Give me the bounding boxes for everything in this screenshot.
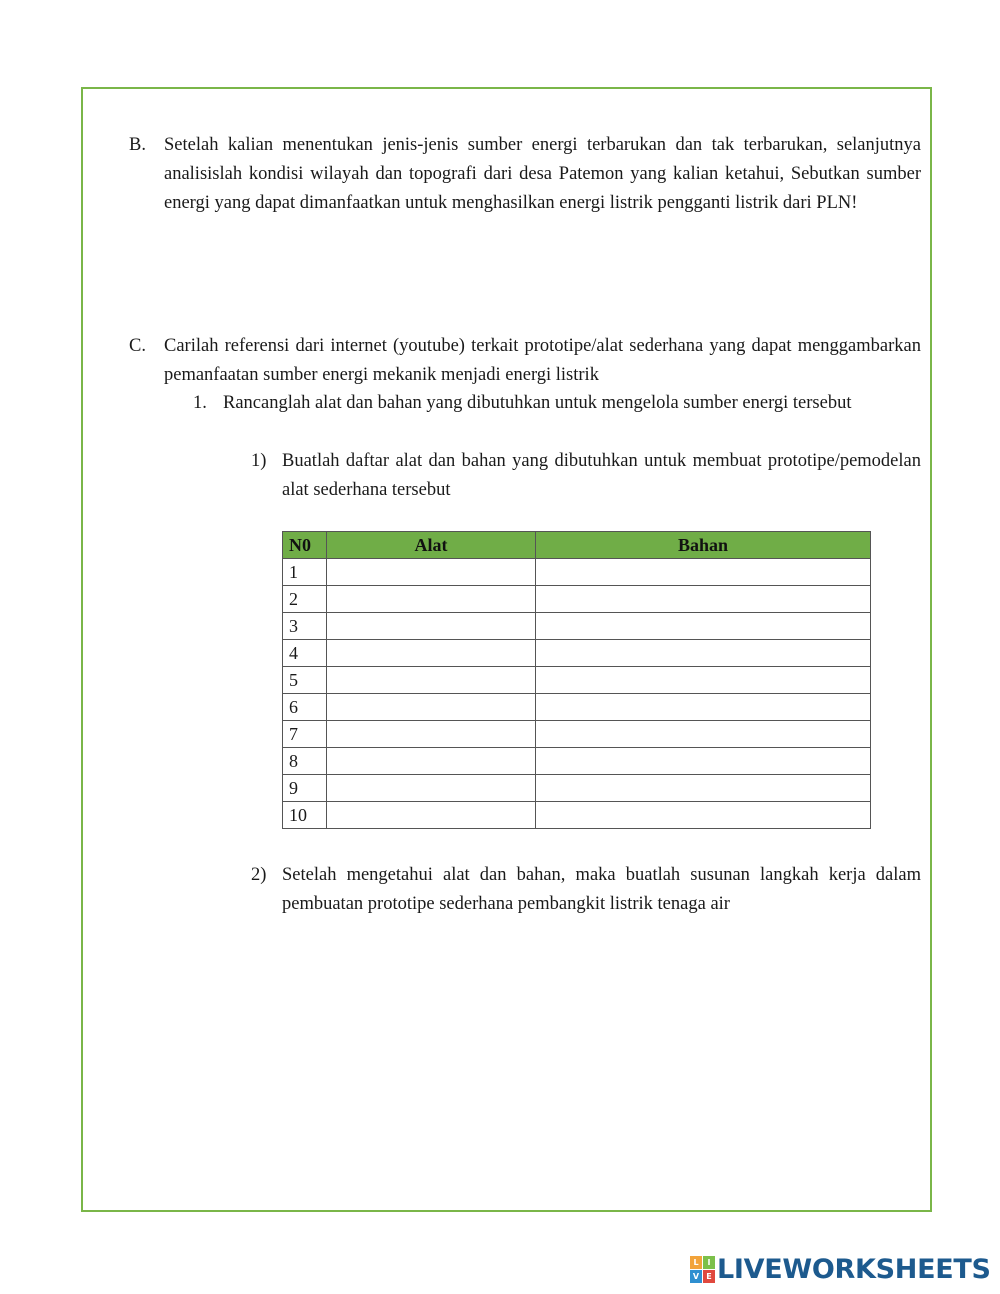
table-row — [283, 586, 871, 613]
subitem-1-marker: 1) — [251, 451, 267, 471]
alat-answer-cell[interactable] — [327, 748, 536, 775]
section-b-question: Setelah kalian menentukan jenis-jenis sumber energi terbarukan dan tak terbarukan, selanjutnya analisislah kondisi wilayah dan topografi dari desa Patemon yang kalian ketahui, Sebutkan sumber energi yang dapat dimanfaatkan untuk menghasilkan energi listrik pengganti listrik dari PLN! — [164, 135, 921, 213]
row-number-cell: 7 — [283, 721, 327, 748]
header-alat: Alat — [327, 532, 536, 559]
alat-answer-cell[interactable] — [327, 802, 536, 829]
bahan-answer-cell[interactable] — [536, 559, 871, 586]
alat-answer-cell[interactable] — [327, 640, 536, 667]
header-bahan: Bahan — [536, 532, 871, 559]
row-number-cell: 3 — [283, 613, 327, 640]
row-number-cell: 9 — [283, 775, 327, 802]
item-1-marker: 1. — [193, 393, 207, 413]
subitem-2-marker: 2) — [251, 865, 267, 885]
row-number-cell: 1 — [283, 559, 327, 586]
table-row — [283, 613, 871, 640]
liveworksheets-logo-icon — [690, 1256, 714, 1282]
bahan-answer-cell[interactable] — [536, 775, 871, 802]
section-b-marker: B. — [129, 135, 146, 155]
table-header-row — [283, 532, 871, 559]
table-row — [283, 694, 871, 721]
row-number-cell: 5 — [283, 667, 327, 694]
bahan-answer-cell[interactable] — [536, 748, 871, 775]
bahan-answer-cell[interactable] — [536, 802, 871, 829]
section-c-question: Carilah referensi dari internet (youtube) terkait prototipe/alat sederhana yang dapat menggambarkan pemanfaatan sumber energi mekanik menjadi energi listrik — [164, 336, 921, 385]
bahan-answer-cell[interactable] — [536, 667, 871, 694]
table-row — [283, 775, 871, 802]
bahan-answer-cell[interactable] — [536, 613, 871, 640]
liveworksheets-logo — [690, 1253, 991, 1285]
alat-answer-cell[interactable] — [327, 775, 536, 802]
alat-answer-cell[interactable] — [327, 667, 536, 694]
row-number-cell: 4 — [283, 640, 327, 667]
alat-answer-cell[interactable] — [327, 694, 536, 721]
table-row — [283, 721, 871, 748]
bahan-answer-cell[interactable] — [536, 721, 871, 748]
alat-answer-cell[interactable] — [327, 559, 536, 586]
tools-materials-table — [282, 531, 871, 829]
logo-icon-letter: I — [703, 1256, 715, 1269]
row-number-cell: 10 — [283, 802, 327, 829]
logo-icon-letter: E — [703, 1270, 715, 1283]
table-row — [283, 640, 871, 667]
bahan-answer-cell[interactable] — [536, 694, 871, 721]
table-row — [283, 802, 871, 829]
row-number-cell: 6 — [283, 694, 327, 721]
row-number-cell: 2 — [283, 586, 327, 613]
alat-answer-cell[interactable] — [327, 613, 536, 640]
bahan-answer-cell[interactable] — [536, 640, 871, 667]
table-row — [283, 748, 871, 775]
logo-text: LIVEWORKSHEETS — [717, 1253, 991, 1285]
alat-answer-cell[interactable] — [327, 586, 536, 613]
table-body — [283, 559, 871, 829]
table-row — [283, 667, 871, 694]
row-number-cell: 8 — [283, 748, 327, 775]
table-row — [283, 559, 871, 586]
item-1-instruction: Rancanglah alat dan bahan yang dibutuhkan untuk mengelola sumber energi tersebut — [223, 393, 852, 413]
subitem-2-instruction: Setelah mengetahui alat dan bahan, maka buatlah susunan langkah kerja dalam pembuatan prototipe sederhana pembangkit listrik tenaga air — [282, 865, 921, 914]
logo-icon-letter: L — [690, 1256, 702, 1269]
alat-answer-cell[interactable] — [327, 721, 536, 748]
logo-icon-letter: V — [690, 1270, 702, 1283]
bahan-answer-cell[interactable] — [536, 586, 871, 613]
header-no: N0 — [283, 532, 327, 559]
section-c-marker: C. — [129, 336, 146, 356]
subitem-1-instruction: Buatlah daftar alat dan bahan yang dibutuhkan untuk membuat prototipe/pemodelan alat sederhana tersebut — [282, 451, 921, 500]
